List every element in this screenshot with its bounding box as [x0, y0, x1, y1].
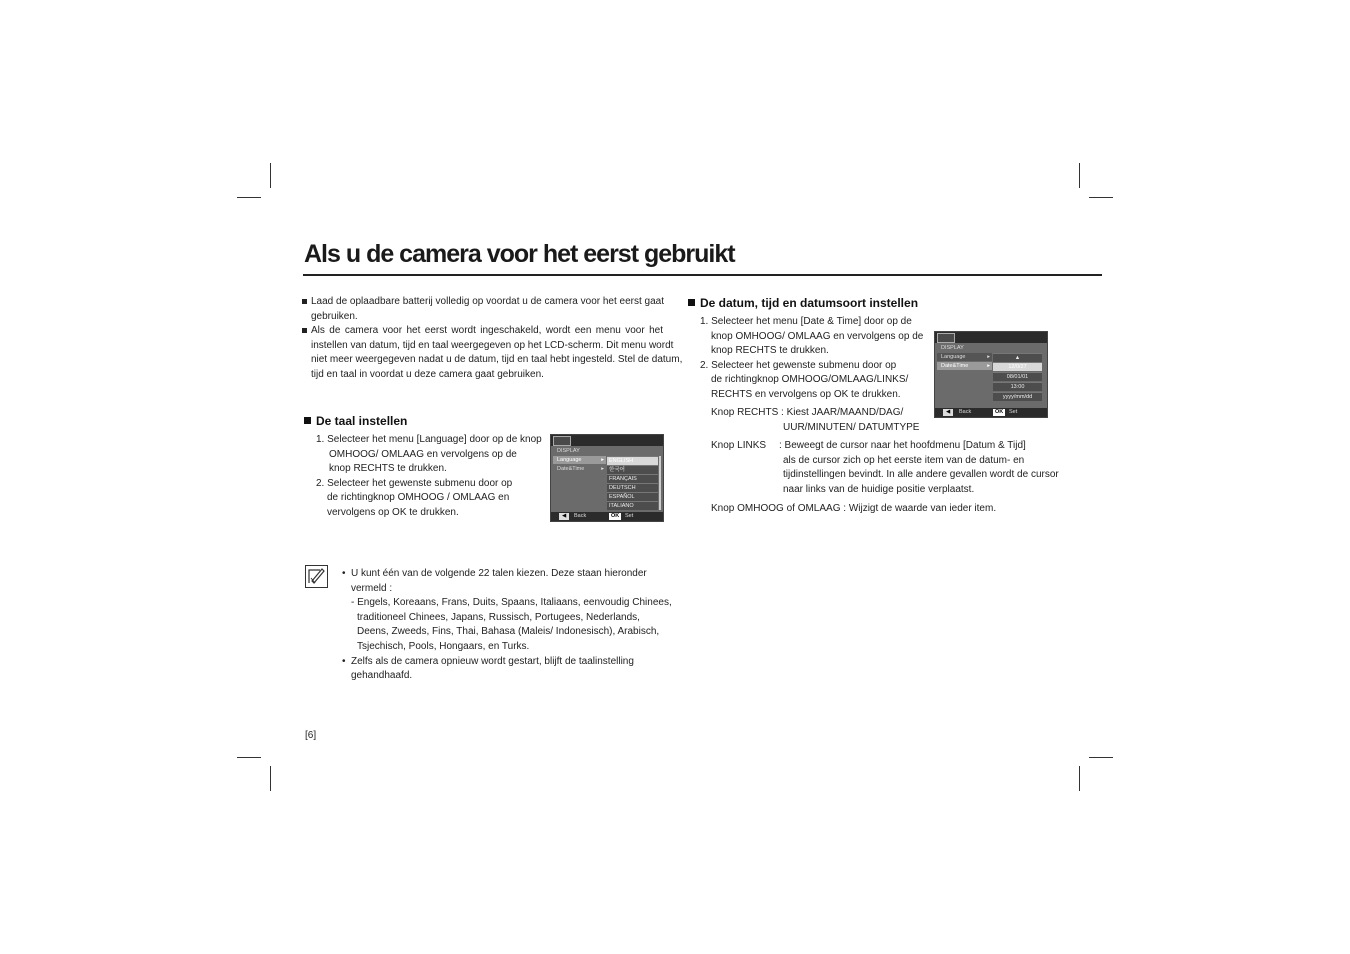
knop-rechts	[711, 406, 919, 435]
setup-tab-icon	[553, 436, 571, 446]
crop-mark	[1079, 766, 1080, 791]
text-line: Tsjechisch, Pools, Hongaars, en Turks.	[357, 640, 530, 652]
text-line: de richtingknop OMHOOG / OMLAAG en	[327, 492, 510, 504]
crop-mark	[1089, 757, 1113, 758]
back-arrow-icon: ◀	[559, 513, 569, 520]
lcd-set-label: Set	[1009, 409, 1018, 415]
knop-links-label: Knop LINKS	[711, 440, 767, 451]
text-line: knop RECHTS te drukken.	[711, 345, 829, 357]
text-line: OMHOOG/ OMLAAG en vervolgens op de	[329, 448, 517, 460]
text-line: - Engels, Koreaans, Frans, Duits, Spaans, Italiaans, eenvoudig Chinees,	[351, 597, 672, 609]
text-line: U kunt één van de volgende 22 talen kiezen. Deze staan hieronder	[351, 568, 647, 579]
lcd-language-screen	[550, 434, 664, 522]
lcd-back-label: Back	[574, 513, 587, 519]
lcd-menu-language	[553, 456, 606, 464]
lcd-menu-label: Date&Time	[941, 363, 969, 369]
arrow-right-icon: ▸	[987, 354, 990, 360]
text-line: vervolgens op OK te drukken.	[327, 506, 459, 518]
lcd-header: DISPLAY	[941, 345, 964, 351]
text-line: de richtingknop OMHOOG/OMLAAG/LINKS/	[711, 374, 909, 386]
language-steps	[316, 433, 542, 521]
lcd-bottombar	[935, 408, 1047, 417]
ok-icon: OK	[995, 409, 1004, 415]
crop-mark	[270, 766, 271, 791]
note-bullet-2	[342, 655, 672, 670]
lcd-menu-label: Date&Time	[557, 466, 585, 472]
lcd-menu-language	[937, 353, 992, 361]
lcd-header: DISPLAY	[557, 448, 580, 454]
text-line: gebruiken.	[311, 310, 358, 322]
bullet-dot-icon: •	[342, 568, 346, 579]
datetime-heading	[688, 296, 918, 310]
lcd-menu-label: Language	[941, 354, 966, 360]
lcd-set-label: Set	[625, 513, 634, 519]
lcd-date-value: 12/0/27	[993, 362, 1042, 371]
note-bullet-1	[342, 567, 672, 582]
lcd-option: ESPAÑOL	[607, 492, 658, 501]
text-line: 2. Selecteer het gewenste submenu door op	[700, 359, 897, 371]
knop-omhoog: Knop OMHOOG of OMLAAG : Wijzigt de waarde van ieder item.	[711, 503, 997, 514]
bullet-dot-icon: •	[342, 655, 346, 667]
text-line: 1. Selecteer het menu [Language] door op de knop	[316, 434, 542, 445]
text-line: UUR/MINUTEN/ DATUMTYPE	[783, 421, 920, 433]
bullet-square-icon	[302, 328, 307, 333]
setup-tab-icon	[937, 333, 955, 343]
lcd-menu-datetime	[937, 362, 992, 370]
text-line: Knop RECHTS : Kiest JAAR/MAAND/DAG/	[711, 407, 904, 418]
heading-text: De datum, tijd en datumsoort instellen	[700, 296, 919, 310]
text-line: 1. Selecteer het menu [Date & Time] door op de	[700, 316, 912, 327]
lcd-option: ENGLISH	[607, 456, 658, 465]
text-line: knop OMHOOG/ OMLAAG en vervolgens op de	[711, 330, 924, 342]
lcd-option: ITALIANO	[607, 501, 658, 510]
text-line: als de cursor zich op het eerste item van de datum- en	[783, 454, 1025, 466]
text-line: knop RECHTS te drukken.	[329, 463, 447, 475]
title-rule	[303, 274, 1102, 276]
language-heading	[304, 414, 407, 428]
bullet-square-icon	[302, 299, 307, 304]
text-line: 2. Selecteer het gewenste submenu door op	[316, 477, 513, 489]
lcd-scrollbar	[659, 456, 661, 510]
page-title: Als u de camera voor het eerst gebruikt	[304, 240, 735, 268]
lcd-bottombar	[551, 512, 663, 521]
lcd-time-value: 13:00	[993, 382, 1042, 391]
up-arrow-icon: ▲	[993, 353, 1042, 362]
text-line: tijd en taal in voordat u deze camera gaat gebruiken.	[311, 368, 544, 380]
text-line: tijdinstellingen bevindt. In alle andere gevallen wordt de cursor	[783, 469, 1059, 481]
text-line: vermeld :	[351, 582, 393, 594]
note-content	[342, 567, 672, 684]
knop-links	[711, 439, 766, 454]
ok-icon: OK	[611, 513, 620, 519]
crop-mark	[1079, 163, 1080, 188]
lcd-date-value: 08/01/01	[993, 372, 1042, 381]
text-line: gehandhaafd.	[351, 670, 413, 682]
crop-mark	[237, 757, 261, 758]
text-line: Als de camera voor het eerst wordt ingeschakeld, wordt een menu voor het	[311, 325, 663, 336]
lcd-topbar	[551, 435, 663, 446]
heading-square-icon	[304, 417, 311, 424]
lcd-back-label: Back	[959, 409, 972, 415]
text-line: naar links van de huidige positie verplaatst.	[783, 483, 975, 495]
note-pencil-icon	[305, 565, 328, 588]
crop-mark	[237, 197, 261, 198]
arrow-right-icon: ▸	[601, 466, 604, 472]
knop-links-desc	[779, 439, 1059, 497]
text-line: Deens, Zweeds, Fins, Thai, Bahasa (Maleis/ Indonesisch), Arabisch,	[357, 626, 660, 638]
page-number: [6]	[305, 730, 317, 741]
intro-bullet-2	[302, 324, 683, 382]
lcd-format-value: yyyy/mm/dd	[993, 392, 1042, 401]
lcd-topbar	[935, 332, 1047, 343]
text-line: : Beweegt de cursor naar het hoofdmenu [Datum & Tijd]	[779, 440, 1026, 451]
text-line: RECHTS en vervolgens op OK te drukken.	[711, 388, 901, 400]
arrow-right-icon: ▸	[987, 363, 990, 369]
arrow-right-icon: ▸	[601, 457, 604, 463]
intro-bullet-1	[302, 295, 663, 324]
lcd-option: 한국어	[607, 465, 658, 474]
heading-square-icon	[688, 299, 695, 306]
lcd-option: FRANÇAIS	[607, 474, 658, 483]
lcd-menu-label: Language	[557, 457, 582, 463]
text-line: instellen van datum, tijd en taal weergegeven op het LCD-scherm. Dit menu wordt	[311, 339, 674, 351]
datetime-steps	[700, 315, 923, 403]
text-line: niet meer weergegeven nadat u de datum, tijd en taal hebt ingesteld. Stel de datum,	[311, 354, 683, 366]
lcd-menu-datetime	[553, 465, 606, 473]
text-line: Laad de oplaadbare batterij volledig op voordat u de camera voor het eerst gaat	[311, 296, 665, 307]
crop-mark	[1089, 197, 1113, 198]
text-line: traditioneel Chinees, Japans, Russisch, Portugees, Nederlands,	[357, 611, 640, 623]
lcd-datetime-screen	[934, 331, 1048, 418]
crop-mark	[270, 163, 271, 188]
text-line: Zelfs als de camera opnieuw wordt gestart, blijft de taalinstelling	[351, 655, 634, 667]
heading-text: De taal instellen	[316, 414, 408, 428]
back-arrow-icon: ◀	[943, 409, 953, 416]
lcd-option: DEUTSCH	[607, 483, 658, 492]
